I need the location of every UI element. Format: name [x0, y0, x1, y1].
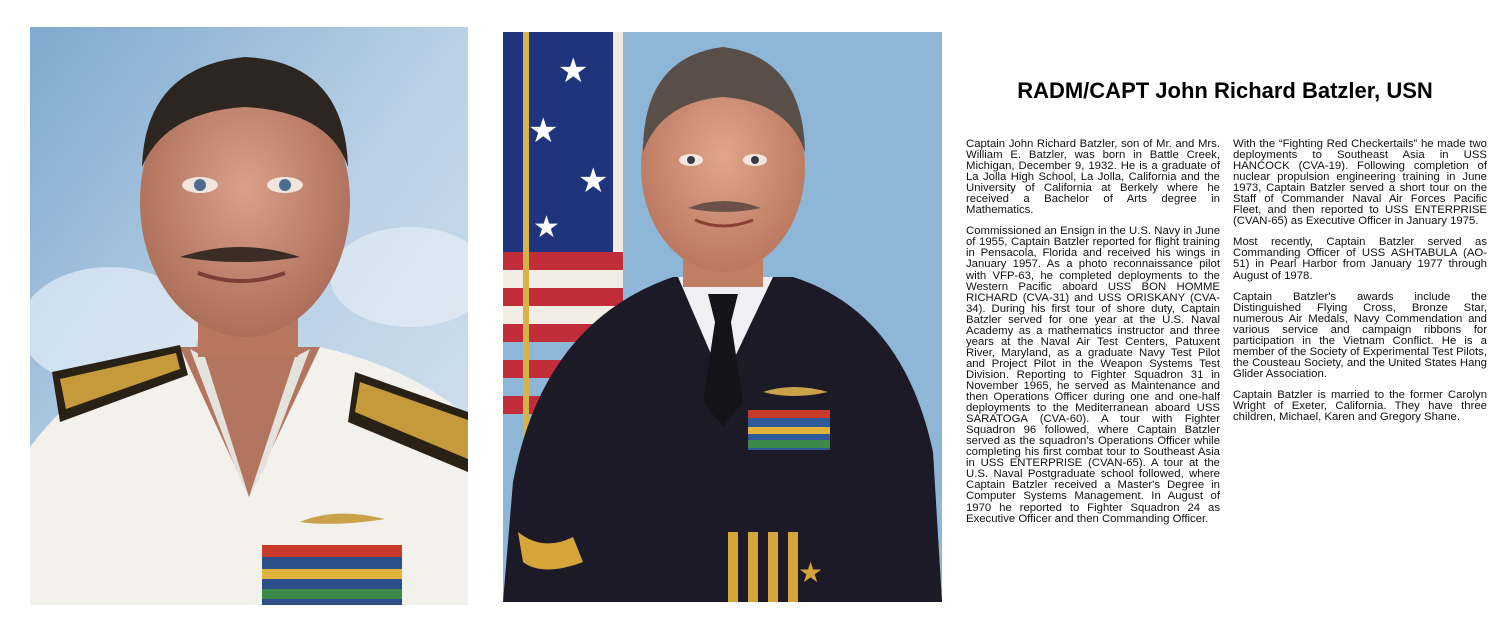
bio-paragraph: Most recently, Captain Batzler served as Commanding Officer of USS ASHTABULA (AO-51) in Pearl Harbor from January 1977 through August of 1978.: [1233, 236, 1487, 282]
bio-paragraph: Captain John Richard Batzler, son of Mr. and Mrs. William E. Batzler, was born in Battle Creek, Michigan, December 9, 1932. He is a graduate of La Jolla High School, La Jolla, California and the University of California at Berkely where he received a Bachelor of Arts degree in Mathematics.: [966, 138, 1220, 217]
portrait-admiral-white-uniform: [30, 27, 468, 605]
portrait-admiral-image: [30, 27, 468, 605]
portrait-captain-image: [503, 32, 942, 602]
bio-paragraph: Captain Batzler's awards include the Distinguished Flying Cross, Bronze Star, numerous Air Medals, Navy Commendation and various service and campaign ribbons for participation in the Vietnam Conflict. He is a member of the Society of Experimental Test Pilots, the Cousteau Society, and the United States Hang Glider Association.: [1233, 290, 1487, 380]
page-title: RADM/CAPT John Richard Batzler, USN: [1017, 78, 1433, 103]
svg-text:★: ★: [533, 210, 560, 245]
bio-column-right: [1233, 139, 1487, 433]
bio-paragraph: Captain Batzler is married to the former Carolyn Wright of Exeter, California. They have three children, Michael, Karen and Gregory Shane.: [1233, 388, 1487, 424]
bio-column-left: [966, 139, 1220, 535]
svg-text:★: ★: [528, 111, 559, 151]
bio-paragraph: With the “Fighting Red Checkertails” he made two deployments to Southeast Asia in USS HANCOCK (CVA-19). Following completion of nuclear propulsion engineering training in June 1973, Captain Batzler served a short tour on the Staff of Commander Naval Air Forces Pacific Fleet, and then reported to USS ENTERPRISE (CVAN-65) as Executive Officer in January 1975.: [1233, 138, 1487, 228]
svg-text:★: ★: [798, 556, 824, 589]
svg-text:★: ★: [558, 51, 589, 91]
portrait-captain-dark-uniform-flag: [503, 32, 942, 602]
bio-paragraph: Commissioned an Ensign in the U.S. Navy in June of 1955, Captain Batzler reported for flight training in Pensacola, Florida and received his wings in January 1957. As a photo reconnaissance pilot with VFP-63, he completed deployments to the Western Pacific aboard USS BON HOMME RICHARD (CVA-31) and USS ORISKANY (CVA-34). During his first tour of shore duty, Captain Batzler served for one year at the U.S. Naval Academy as a mathematics instructor and three years at the Naval Air Test Centers, Patuxent River, Maryland, as a graduate Navy Test Pilot and Project Pilot in the Weapon Systems Test Division. Reporting to Fighter Squadron 31 in November 1965, he served as Maintenance and then Operations Officer during one and one-half deployments to the Mediterranean aboard USS SARATOGA (CVA-60). A tour with Fighter Squadron 96 followed, where Captain Batzler served as the squadron's Operations Officer while completing his first combat tour to Southeast Asia in USS ENTERPRISE (CVAN-65). A tour at the U.S. Naval Postgraduate school followed, where Captain Batzler received a Master's Degree in Computer Systems Management. In August of 1970 he reported to Fighter Squadron 24 as Executive Officer and then Commanding Officer.: [966, 225, 1220, 525]
svg-text:★: ★: [578, 161, 609, 201]
